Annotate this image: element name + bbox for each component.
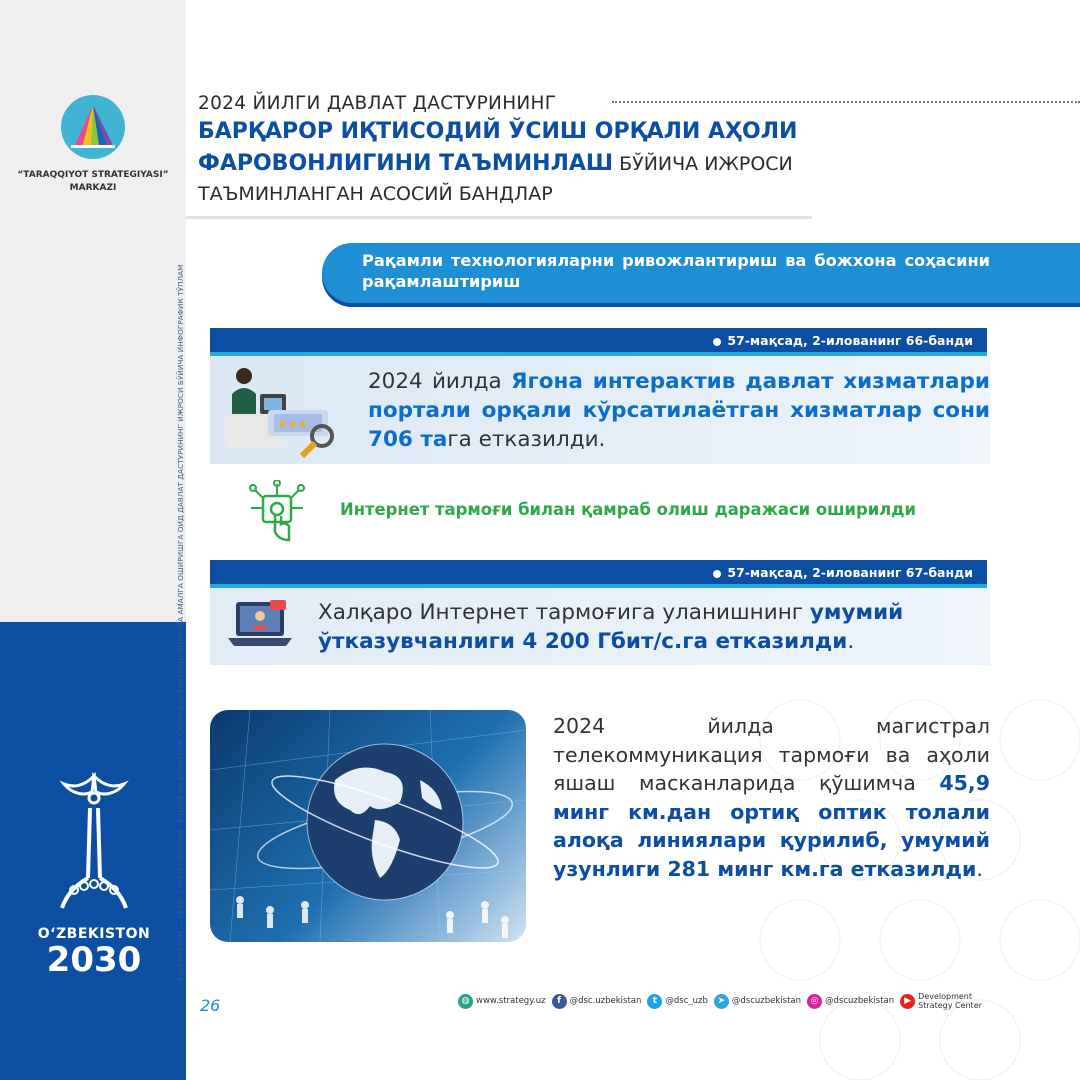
twitter-icon: t: [647, 994, 662, 1009]
svg-text:★★★: ★★★: [278, 418, 308, 431]
bandwidth-statement-highlight: умумий ўтказувчанлиги 4 200 Гбит/с.га етказилди: [318, 600, 904, 654]
instagram-icon: ◎: [807, 994, 822, 1009]
youtube-link[interactable]: [900, 992, 982, 1010]
bullet-dot-icon: [713, 570, 721, 578]
bandwidth-statement-post: .: [847, 629, 855, 654]
tent-logo-icon: [61, 95, 125, 159]
fiber-optic-statement-highlight: 45,9 минг км.дан ортиқ оптик толали алоқа линиялари қурилиб, умумий узунлиги 281 минг км.га етказилди: [553, 771, 990, 881]
bullet-dot-icon: [713, 338, 721, 346]
header-line-3-bold: ФАРОВОНЛИГИНИ ТАЪМИНЛАШ: [198, 151, 614, 176]
facebook-link[interactable]: [552, 994, 642, 1009]
website-label: www.strategy.uz: [476, 996, 546, 1006]
monument-icon: [44, 768, 144, 918]
telegram-icon: ➤: [714, 994, 729, 1009]
header-line-4: ТАЪМИНЛАНГАН АСОСИЙ БАНДЛАР: [198, 183, 553, 205]
globe-network-image: [210, 710, 526, 942]
fiber-optic-statement: [553, 712, 990, 883]
strategy-center-logo: [0, 95, 186, 195]
vertical-caption: “ЎЗБЕКИСТОН — 2030” СТРАТЕГИЯСИНИ “ЁШЛАР ВА БИЗНЕСНИ ҚЎЛЛАБ-ҚУВВАТЛАШ ЙИЛИ”ДА АМАЛГА ОШИРИШГА ОИД ДАВЛАТ ДАСТУРИНИНГ ИЖРОСИ БЎЙИЧА ИНФОГРАФИК ТЎПЛАМ: [176, 264, 185, 985]
header-line-3: [198, 151, 793, 176]
page-number: 26: [200, 996, 221, 1015]
portal-statement-highlight: Ягона интерактив давлат хизматлари портали орқали кўрсатилаётган хизматлар сони 706 та: [368, 369, 990, 452]
goal-tag-66: [210, 328, 987, 356]
globe-icon: ◍: [458, 994, 473, 1009]
youtube-icon: ▶: [900, 994, 915, 1009]
year-wordmark: 2030: [46, 940, 142, 980]
laptop-user-icon: [222, 596, 302, 656]
goal-tag-67: [210, 560, 987, 588]
header-line-1: 2024 ЙИЛГИ ДАВЛАТ ДАСТУРИНИНГ: [198, 93, 557, 114]
telegram-label: @dscuzbekistan: [731, 996, 802, 1006]
portal-statement-pre: 2024 йилда: [368, 369, 511, 394]
section-title: Рақамли технологияларни ривожлантириш ва божхона соҳасини рақамлаштириш: [322, 243, 1080, 303]
left-panel-top: [0, 0, 186, 622]
header-line-2: БАРҚАРОР ИҚТИСОДИЙ ЎСИШ ОРҚАЛИ АҲОЛИ: [198, 119, 798, 144]
dsc-label-line-1: Development: [918, 992, 973, 1001]
footer-links: [458, 992, 982, 1010]
online-service-rating-icon: [216, 358, 346, 462]
logo-subtitle: MARKAZI: [69, 183, 117, 193]
header-line-3-normal: БЎЙИЧА ИЖРОСИ: [613, 153, 793, 175]
header-dotted-rule: [612, 101, 1080, 103]
digital-circuit-hand-icon: [245, 480, 309, 544]
telegram-link[interactable]: [714, 994, 801, 1009]
uzbekistan-wordmark: O‘ZBEKISTON: [37, 926, 151, 942]
bandwidth-statement: [318, 598, 978, 656]
uzbekistan-2030-logo: [30, 768, 158, 978]
coverage-statement: Интернет тармоғи билан қамраб олиш даражаси оширилди: [340, 500, 916, 519]
instagram-link[interactable]: [807, 994, 894, 1009]
fiber-optic-statement-post: .: [976, 856, 983, 881]
website-link[interactable]: [458, 994, 546, 1009]
header-divider: [186, 216, 812, 219]
fiber-optic-statement-pre: 2024 йилда магистрал телекоммуникация тармоғи ва аҳоли яшаш масканларида қўшимча: [553, 714, 990, 795]
twitter-label: @dsc_uzb: [665, 996, 708, 1006]
bandwidth-statement-pre: Халқаро Интернет тармоғига уланишнинг: [318, 600, 810, 625]
logo-name: “TARAQQIYOT STRATEGIYASI”: [17, 170, 169, 180]
facebook-label: @dsc.uzbekistan: [569, 996, 642, 1006]
portal-statement-post: га етказилди.: [447, 427, 606, 452]
instagram-label: @dscuzbekistan: [825, 996, 895, 1006]
twitter-link[interactable]: [647, 994, 708, 1009]
portal-statement: [368, 367, 990, 454]
dsc-label-line-2: Strategy Center: [918, 1001, 982, 1010]
facebook-icon: f: [552, 994, 567, 1009]
goal-tag-67-label: 57-мақсад, 2-илованинг 67-банди: [727, 565, 973, 580]
goal-tag-66-label: 57-мақсад, 2-илованинг 66-банди: [727, 333, 973, 348]
